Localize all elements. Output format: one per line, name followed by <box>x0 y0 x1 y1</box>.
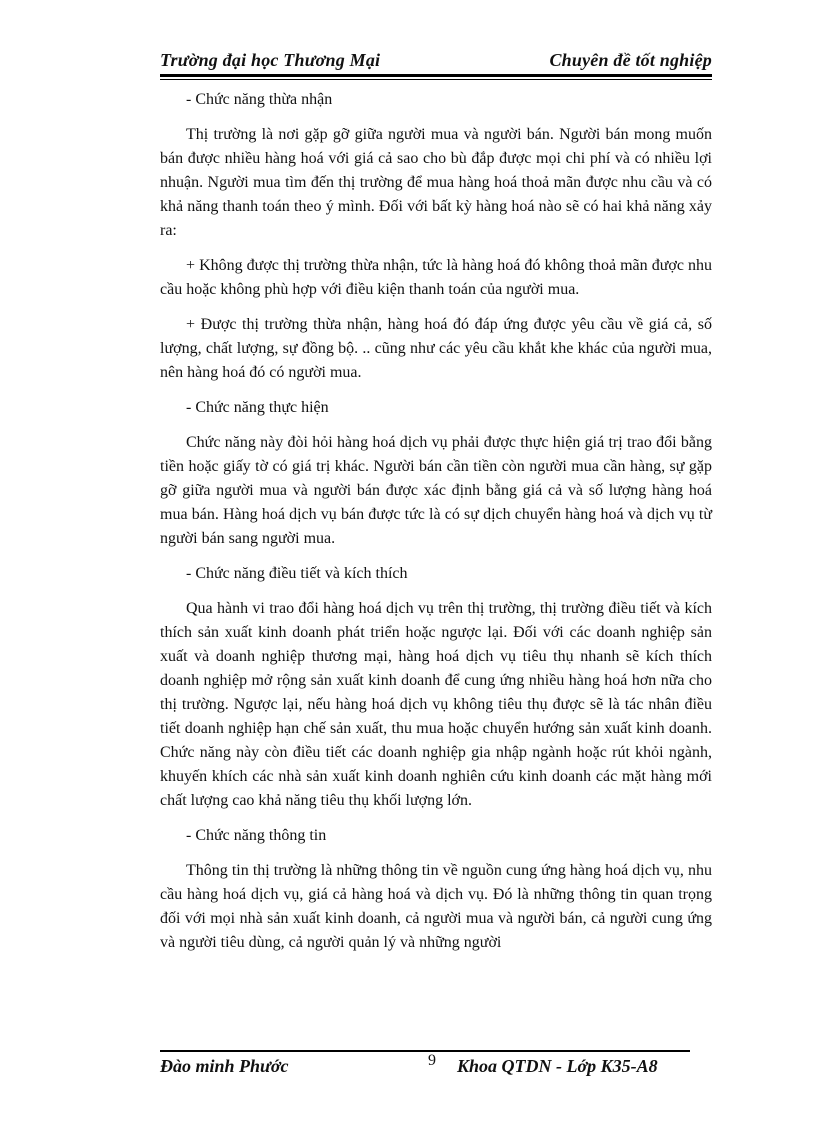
body-paragraph: Qua hành vi trao đổi hàng hoá dịch vụ trên thị trường, thị trường điều tiết và kích thích sản xuất kinh doanh phát triển hoặc ngược lại. Đối với các doanh nghiệp sản xuất và doanh nghiệp thương mại, hàng hoá dịch vụ tiêu thụ nhanh sẽ kích thích doanh nghiệp mở rộng sản xuất kinh doanh để cung ứng nhiều hàng hoá hơn nữa cho thị trường. Ngược lại, nếu hàng hoá dịch vụ không tiêu thụ được sẽ là tác nhân điều tiết doanh nghiệp hạn chế sản xuất, thu mua hoặc chuyển hướng sản xuất kinh doanh. Chức năng này còn điều tiết các doanh nghiệp gia nhập ngành hoặc rút khỏi ngành, khuyến khích các nhà sản xuất kinh doanh nghiên cứu kinh doanh các mặt hàng mới chất lượng cao khả năng tiêu thụ khối lượng lớn. <box>160 600 712 809</box>
footer-class-info: Khoa QTDN - Lớp K35-A8 <box>457 1056 658 1076</box>
section-heading-regulation: - Chức năng điều tiết và kích thích <box>186 565 408 582</box>
page-header <box>160 50 712 76</box>
body-paragraph: Thông tin thị trường là những thông tin về nguồn cung ứng hàng hoá dịch vụ, nhu cầu hàng hoá dịch vụ, giá cả hàng hoá và dịch vụ. Đó là những thông tin quan trọng đối với mọi nhà sản xuất kinh doanh, cả người mua và người bán, cả người cung ứng và người tiêu dùng, cả người quản lý và những người <box>160 862 712 951</box>
header-rule-thin <box>160 79 712 80</box>
section-heading-recognition: - Chức năng thừa nhận <box>186 91 333 108</box>
header-rule-thick <box>160 74 712 77</box>
footer-rule <box>160 1050 690 1052</box>
bullet-item: + Được thị trường thừa nhận, hàng hoá đó đáp ứng được yêu cầu về giá cả, số lượng, chất lượng, sự đồng bộ. .. cũng như các yêu cầu khắt khe khác của người mua, nên hàng hoá đó có người mua. <box>160 316 712 381</box>
bullet-item: + Không được thị trường thừa nhận, tức là hàng hoá đó không thoả mãn được nhu cầu hoặc không phù hợp với điều kiện thanh toán của người mua. <box>160 257 712 298</box>
body-paragraph: Chức năng này đòi hỏi hàng hoá dịch vụ phải được thực hiện giá trị trao đổi bằng tiền hoặc giấy tờ có giá trị khác. Người bán cần tiền còn người mua cần hàng, sự gặp gỡ giữa người mua và người bán được xác định bằng giá cả và số lượng hàng hoá mua bán. Hàng hoá dịch vụ bán được tức là có sự dịch chuyển hàng hoá và dịch vụ từ người bán sang người mua. <box>160 434 712 547</box>
header-school-name: Trường đại học Thương Mại <box>160 50 381 70</box>
header-document-type: Chuyên đề tốt nghiệp <box>549 50 712 70</box>
page-body <box>160 88 712 966</box>
body-paragraph: Thị trường là nơi gặp gỡ giữa người mua và người bán. Người bán mong muốn bán được nhiều hàng hoá với giá cả sao cho bù đắp được mọi chi phí và có nhiều lợi nhuận. Người mua tìm đến thị trường để mua hàng hoá thoả mãn được nhu cầu và có khả năng thanh toán theo ý mình. Đối với bất kỳ hàng hoá nào sẽ có hai khả năng xảy ra: <box>160 126 712 239</box>
footer-author: Đào minh Phước <box>160 1056 289 1076</box>
section-heading-realization: - Chức năng thực hiện <box>186 399 329 416</box>
page-footer <box>160 1050 690 1080</box>
page-number: 9 <box>428 1052 436 1069</box>
section-heading-information: - Chức năng thông tin <box>186 827 327 844</box>
